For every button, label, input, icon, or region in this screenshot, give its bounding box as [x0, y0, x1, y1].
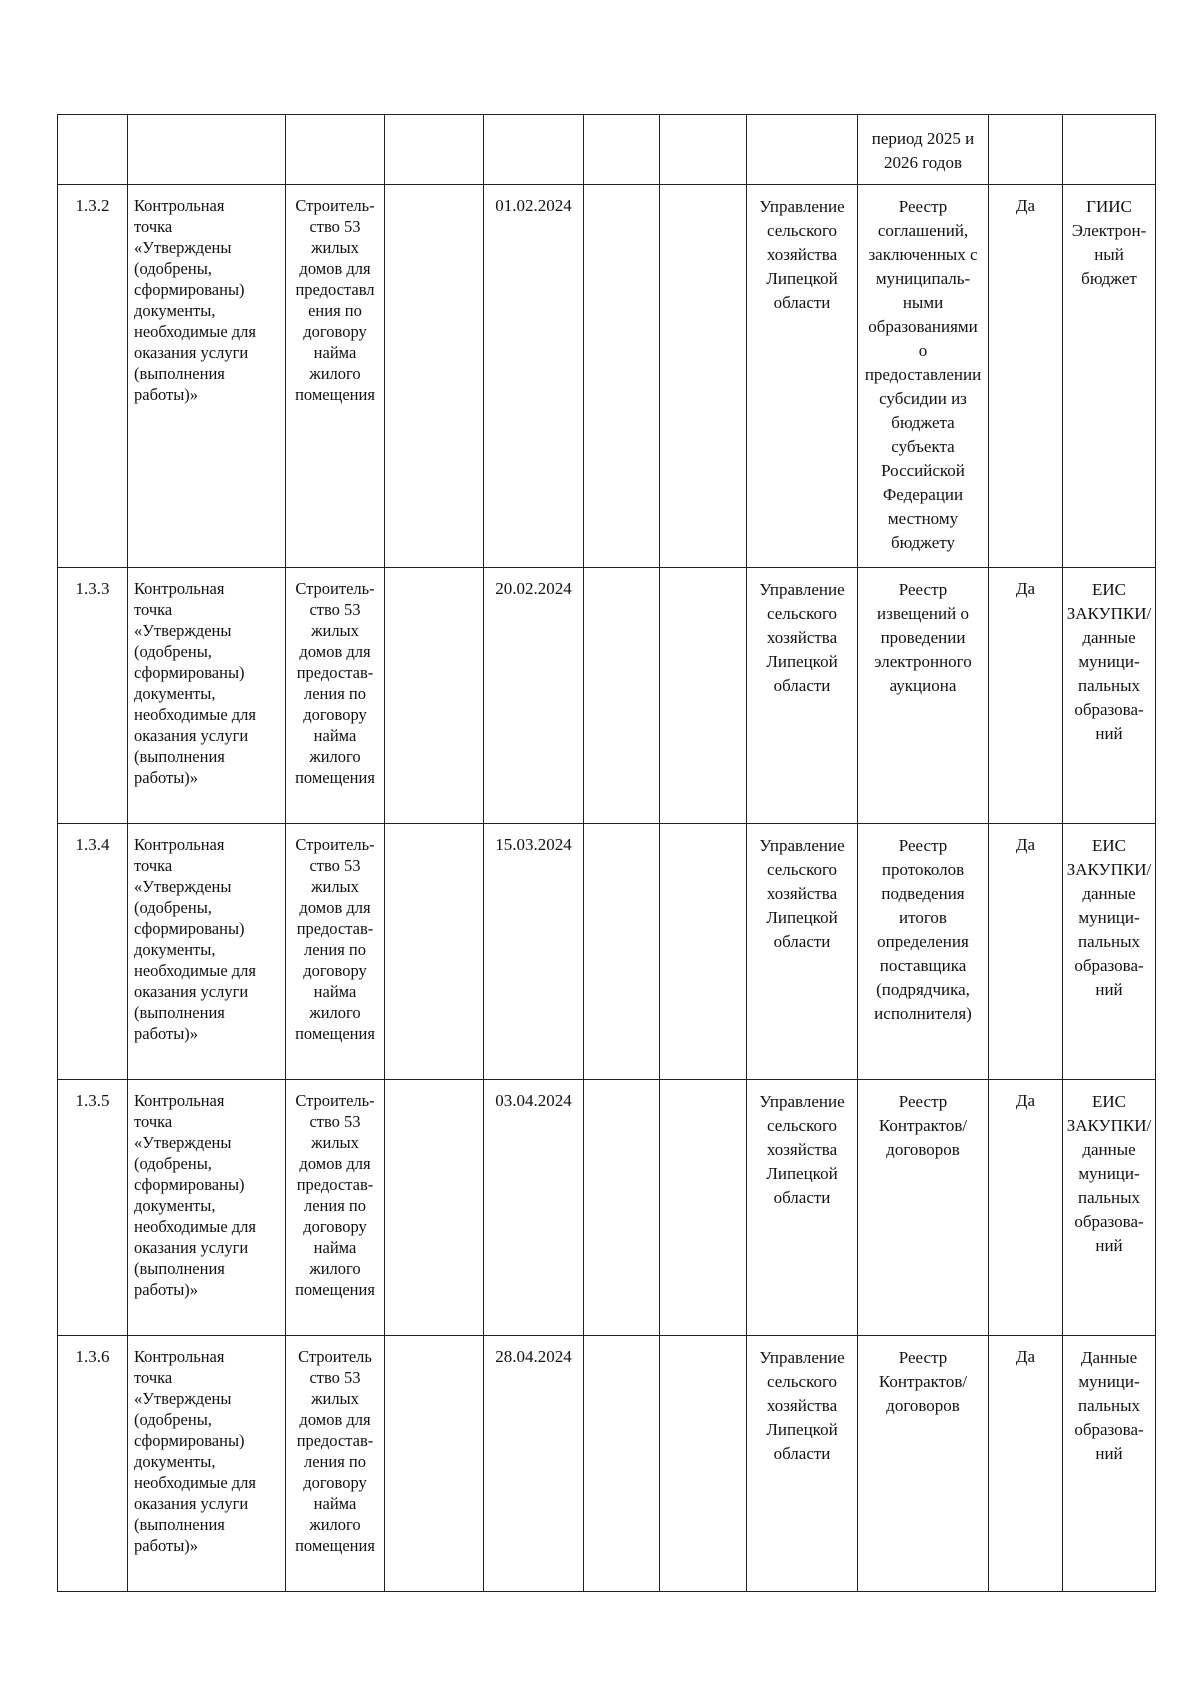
row-responsible: Управление сельского хозяйства Липецкой области: [759, 580, 845, 695]
cell-document: [858, 115, 989, 185]
cell-num: [58, 185, 128, 568]
row-document: Реестр извещений о проведении электронного аукциона: [874, 580, 972, 695]
row-date: 01.02.2024: [495, 196, 572, 215]
row-date: 28.04.2024: [495, 1347, 572, 1366]
cell-col4: [385, 185, 484, 568]
cell-col7: [660, 185, 747, 568]
cell-name: [128, 1336, 286, 1592]
row-col4: [385, 1080, 483, 1090]
cell-system: [1063, 185, 1156, 568]
row-system: Данные муници- пальных образова- ний: [1074, 1348, 1144, 1463]
cell-flag: [989, 1336, 1063, 1592]
table-row-continuation: [58, 115, 1156, 185]
cell-name: [128, 824, 286, 1080]
row-col6: [584, 1336, 659, 1346]
cell-object: [286, 1336, 385, 1592]
cell-name: [128, 1080, 286, 1336]
cell-num: [58, 115, 128, 185]
cell-num: [58, 824, 128, 1080]
row-flag: Да: [1015, 835, 1036, 854]
cell-document: [858, 1080, 989, 1336]
row-date: 03.04.2024: [495, 1091, 572, 1110]
cell-flag: [989, 824, 1063, 1080]
cell-col6: [584, 1336, 660, 1592]
row-col7: [660, 1080, 746, 1090]
cell-object: [286, 1080, 385, 1336]
cell-name: [128, 568, 286, 824]
cell-col7: [660, 115, 747, 185]
row-number: 1.3.2: [75, 196, 110, 215]
cell-object: [286, 185, 385, 568]
cell-date: [484, 1080, 584, 1336]
row-col6: [584, 185, 659, 195]
row-object: Строитель ство 53 жилых домов для предостав- ления по договору найма жилого помещения: [295, 1347, 375, 1555]
cell-date: [484, 185, 584, 568]
row-document: Реестр Контрактов/ договоров: [878, 1092, 968, 1159]
row-col7: [660, 824, 746, 834]
cell-col6: [584, 824, 660, 1080]
row-col6: [584, 824, 659, 834]
cell-responsible: [747, 115, 858, 185]
row-object: Строитель- ство 53 жилых домов для предостав- ления по договору найма жилого помещения: [295, 579, 375, 787]
row-object: Строитель- ство 53 жилых домов для предоставл ения по договору найма жилого помещения: [295, 196, 375, 404]
cell-col4: [385, 1336, 484, 1592]
cell-object: [286, 824, 385, 1080]
cell-col7: [660, 568, 747, 824]
cell-name: [128, 185, 286, 568]
cell-col7: [660, 1336, 747, 1592]
row-number: 1.3.3: [75, 579, 110, 598]
cell-date: [484, 1336, 584, 1592]
cell-responsible: [747, 185, 858, 568]
row-responsible: Управление сельского хозяйства Липецкой области: [759, 197, 845, 312]
cell-system: [1063, 1336, 1156, 1592]
cell-system: [1063, 824, 1156, 1080]
row-system: ЕИС ЗАКУПКИ/ данные муници- пальных образова- ний: [1066, 1092, 1152, 1255]
row-name: Контрольная точка «Утверждены (одобрены, сформированы) документы, необходимые для оказания услуги (выполнения работы)»: [134, 835, 256, 1043]
period-text: период 2025 и 2026 годов: [871, 129, 975, 172]
row-system: ЕИС ЗАКУПКИ/ данные муници- пальных образова- ний: [1066, 580, 1152, 743]
row-date: 20.02.2024: [495, 579, 572, 598]
table-row: [58, 824, 1156, 1080]
cell-col6: [584, 185, 660, 568]
row-col7: [660, 1336, 746, 1346]
cell-num: [58, 1336, 128, 1592]
cell-col4: [385, 1080, 484, 1336]
cell-flag: [989, 185, 1063, 568]
row-flag: Да: [1015, 196, 1036, 215]
cell-system: [1063, 568, 1156, 824]
cell-col6: [584, 1080, 660, 1336]
row-document: Реестр протоколов подведения итогов определения поставщика (подрядчика, исполнителя): [874, 836, 972, 1023]
row-name: Контрольная точка «Утверждены (одобрены, сформированы) документы, необходимые для оказания услуги (выполнения работы)»: [134, 1091, 256, 1299]
row-number: 1.3.5: [75, 1091, 110, 1110]
cell-col6: [584, 115, 660, 185]
rows-body: [58, 185, 1156, 1592]
cell-responsible: [747, 1336, 858, 1592]
cell-system: [1063, 115, 1156, 185]
row-document: Реестр соглашений, заключенных с муниципаль- ными образованиями о предоставлении субсидии из бюджета субъекта Российской Федерации местному бюджету: [864, 197, 982, 552]
cell-document: [858, 1336, 989, 1592]
row-document: Реестр Контрактов/ договоров: [878, 1348, 968, 1415]
row-flag: Да: [1015, 1091, 1036, 1110]
row-number: 1.3.4: [75, 835, 110, 854]
cell-col7: [660, 824, 747, 1080]
cell-date: [484, 824, 584, 1080]
cell-responsible: [747, 1080, 858, 1336]
row-flag: Да: [1015, 1347, 1036, 1366]
cell-num: [58, 1080, 128, 1336]
cell-flag: [989, 115, 1063, 185]
cell-num: [58, 568, 128, 824]
plan-table: [57, 114, 1156, 1592]
row-object: Строитель- ство 53 жилых домов для предостав- ления по договору найма жилого помещения: [295, 835, 375, 1043]
cell-document: [858, 824, 989, 1080]
row-col6: [584, 1080, 659, 1090]
table-row: [58, 1080, 1156, 1336]
cell-col7: [660, 1080, 747, 1336]
row-col4: [385, 1336, 483, 1346]
row-col7: [660, 568, 746, 578]
cell-document: [858, 568, 989, 824]
row-system: ЕИС ЗАКУПКИ/ данные муници- пальных образова- ний: [1066, 836, 1152, 999]
cell-responsible: [747, 824, 858, 1080]
row-col4: [385, 568, 483, 578]
cell-object: [286, 115, 385, 185]
row-col4: [385, 824, 483, 834]
row-responsible: Управление сельского хозяйства Липецкой области: [759, 1092, 845, 1207]
row-date: 15.03.2024: [495, 835, 572, 854]
row-flag: Да: [1015, 579, 1036, 598]
cell-flag: [989, 1080, 1063, 1336]
row-object: Строитель- ство 53 жилых домов для предостав- ления по договору найма жилого помещения: [295, 1091, 375, 1299]
table-row: [58, 568, 1156, 824]
cell-system: [1063, 1080, 1156, 1336]
cell-date: [484, 115, 584, 185]
row-col7: [660, 185, 746, 195]
cell-name: [128, 115, 286, 185]
row-name: Контрольная точка «Утверждены (одобрены, сформированы) документы, необходимые для оказания услуги (выполнения работы)»: [134, 1347, 256, 1555]
cell-responsible: [747, 568, 858, 824]
cell-col4: [385, 824, 484, 1080]
cell-object: [286, 568, 385, 824]
row-responsible: Управление сельского хозяйства Липецкой области: [759, 1348, 845, 1463]
cell-flag: [989, 568, 1063, 824]
row-number: 1.3.6: [75, 1347, 110, 1366]
row-name: Контрольная точка «Утверждены (одобрены, сформированы) документы, необходимые для оказания услуги (выполнения работы)»: [134, 579, 256, 787]
table-row: [58, 1336, 1156, 1592]
row-col4: [385, 185, 483, 195]
cell-col6: [584, 568, 660, 824]
cell-document: [858, 185, 989, 568]
table-row: [58, 185, 1156, 568]
row-col6: [584, 568, 659, 578]
cell-col4: [385, 568, 484, 824]
cell-date: [484, 568, 584, 824]
row-responsible: Управление сельского хозяйства Липецкой области: [759, 836, 845, 951]
row-system: ГИИС Электрон- ный бюджет: [1071, 197, 1147, 288]
row-name: Контрольная точка «Утверждены (одобрены, сформированы) документы, необходимые для оказания услуги (выполнения работы)»: [134, 196, 256, 404]
cell-col4: [385, 115, 484, 185]
